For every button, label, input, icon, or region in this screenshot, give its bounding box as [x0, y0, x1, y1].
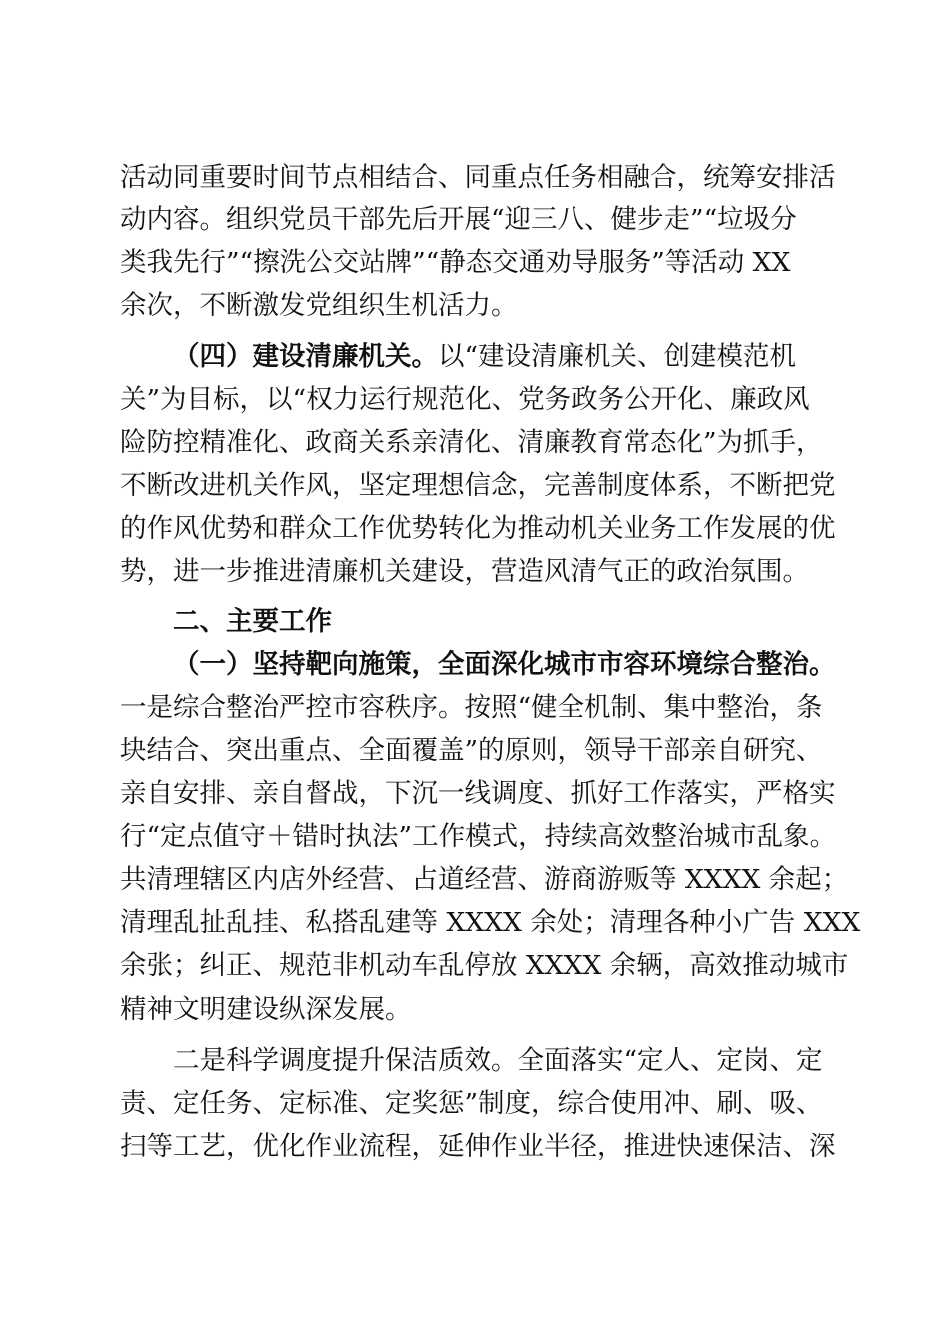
text-line: 险防控精准化、政商关系亲清化、清廉教育常态化”为抓手， [120, 427, 823, 458]
text-line: 一是综合整治严控市容秩序。按照“健全机制、集中整治，条 [120, 692, 823, 723]
text-line: 关”为目标，以“权力运行规范化、党务政务公开化、廉政风 [120, 384, 810, 415]
text-line: 类我先行”“擦洗公交站牌”“静态交通劝导服务”等活动 XX [120, 247, 791, 278]
chapter-heading: 二、主要工作 [173, 606, 332, 637]
text-line: 活动同重要时间节点相结合、同重点任务相融合，统筹安排活 [120, 162, 836, 193]
text-line: 块结合、突出重点、全面覆盖”的原则，领导干部亲自研究、 [120, 735, 823, 766]
text-line: 势，进一步推进清廉机关建设，营造风清气正的政治氛围。 [120, 556, 809, 587]
text-line: 责、定任务、定标准、定奖惩”制度，综合使用冲、刷、吸、 [120, 1088, 823, 1119]
text-line: 二是科学调度提升保洁质效。全面落实“定人、定岗、定 [173, 1045, 823, 1076]
text-line: 清理乱扯乱挂、私搭乱建等 XXXX 余处；清理各种小广告 XXX [120, 907, 861, 938]
section-heading-line [173, 337, 796, 377]
paragraph-text: 以“建设清廉机关、创建模范机 [438, 341, 797, 372]
text-line: 的作风优势和群众工作优势转化为推动机关业务工作发展的优 [120, 513, 836, 544]
text-line: 精神文明建设纵深发展。 [120, 994, 412, 1025]
text-line: 不断改进机关作风，坚定理想信念，完善制度体系，不断把党 [120, 470, 836, 501]
text-line: 扫等工艺，优化作业流程，延伸作业半径，推进快速保洁、深 [120, 1131, 836, 1162]
text-line: 共清理辖区内店外经营、占道经营、游商游贩等 XXXX 余起； [120, 864, 849, 895]
text-line: 亲自安排、亲自督战，下沉一线调度、抓好工作落实，严格实 [120, 778, 836, 809]
text-line: 余张；纠正、规范非机动车乱停放 XXXX 余辆，高效推动城市 [120, 950, 849, 981]
section-heading: （一）坚持靶向施策，全面深化城市市容环境综合整治。 [173, 649, 836, 680]
section-heading: （四）建设清廉机关。 [173, 341, 438, 372]
document-page [120, 0, 861, 1344]
text-line: 余次，不断激发党组织生机活力。 [120, 290, 518, 321]
text-line: 行“定点值守＋错时执法”工作模式，持续高效整治城市乱象。 [120, 821, 837, 852]
text-line: 动内容。组织党员干部先后开展“迎三八、健步走”“垃圾分 [120, 204, 797, 235]
